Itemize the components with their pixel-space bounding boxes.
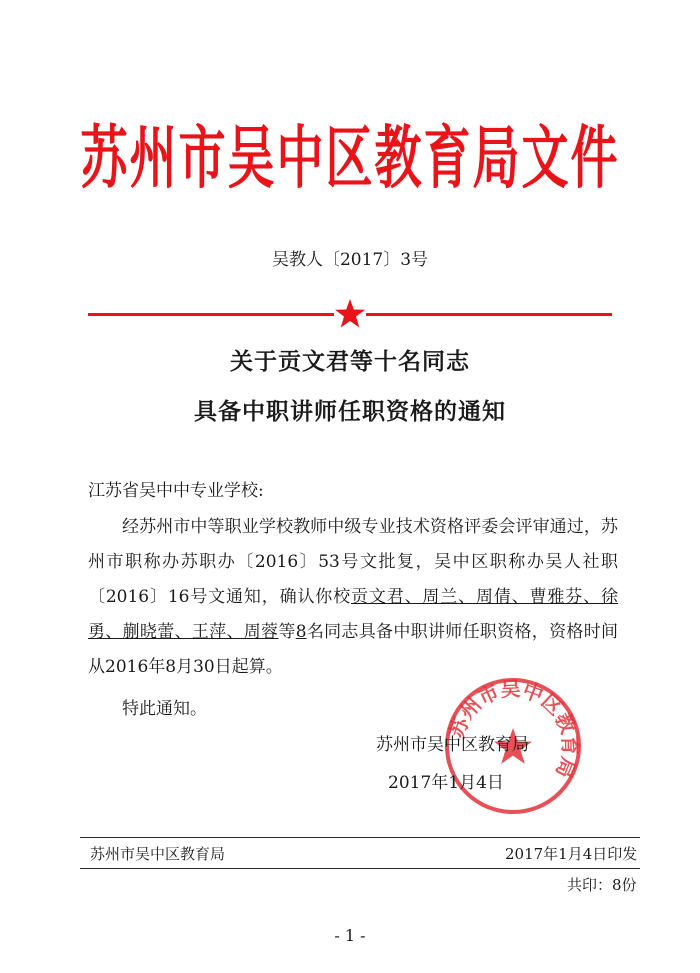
body-text-intro: 经苏州市中等职业学校教师中级专业技术资格评委会评审通过，苏州市职称办苏职办〔2016〕53号文批复，吴中区职称办吴人社职〔2016〕16号文通知，确认你校 [88, 517, 618, 607]
star-icon [334, 298, 366, 330]
closing-phrase: 特此通知。 [122, 699, 207, 719]
notice-title-line-1: 关于贡文君等十名同志 [230, 349, 470, 375]
svg-text:苏州市吴中区教育局: 苏州市吴中区教育局 [444, 676, 583, 782]
document-number: 吴教人〔2017〕3号 [271, 250, 429, 270]
addressee: 江苏省吴中中专业学校: [88, 481, 264, 501]
issuing-authority: 苏州市吴中区教育局 [376, 735, 529, 755]
body-text-connector: 等 [278, 622, 296, 642]
body-text-conclusion: 名同志具备中职讲师任职资格，资格时间从2016年8月30日起算。 [88, 622, 619, 677]
footer-print-date: 2017年1月4日印发 [505, 845, 638, 863]
footer-organization: 苏州市吴中区教育局 [90, 845, 226, 863]
footer-rule-bottom [80, 868, 640, 869]
teacher-names: 贡文君、周兰、周倩、曹雅芬、徐勇、蒯晓蕾、王萍、周蓉 [88, 587, 618, 642]
signature-date: 2017年1月4日 [388, 773, 504, 793]
red-rule-left [88, 313, 334, 316]
copies-printed: 共印：8份 [567, 876, 637, 894]
masthead: 苏州市吴中区教育局文件 [80, 119, 620, 199]
teacher-count: 8 [295, 622, 307, 642]
notice-title-line-2: 具备中职讲师任职资格的通知 [194, 399, 506, 425]
page-number: - 1 - [334, 926, 366, 945]
body-paragraph [88, 510, 618, 685]
red-rule-right [366, 313, 612, 316]
footer-rule-top [80, 837, 640, 838]
